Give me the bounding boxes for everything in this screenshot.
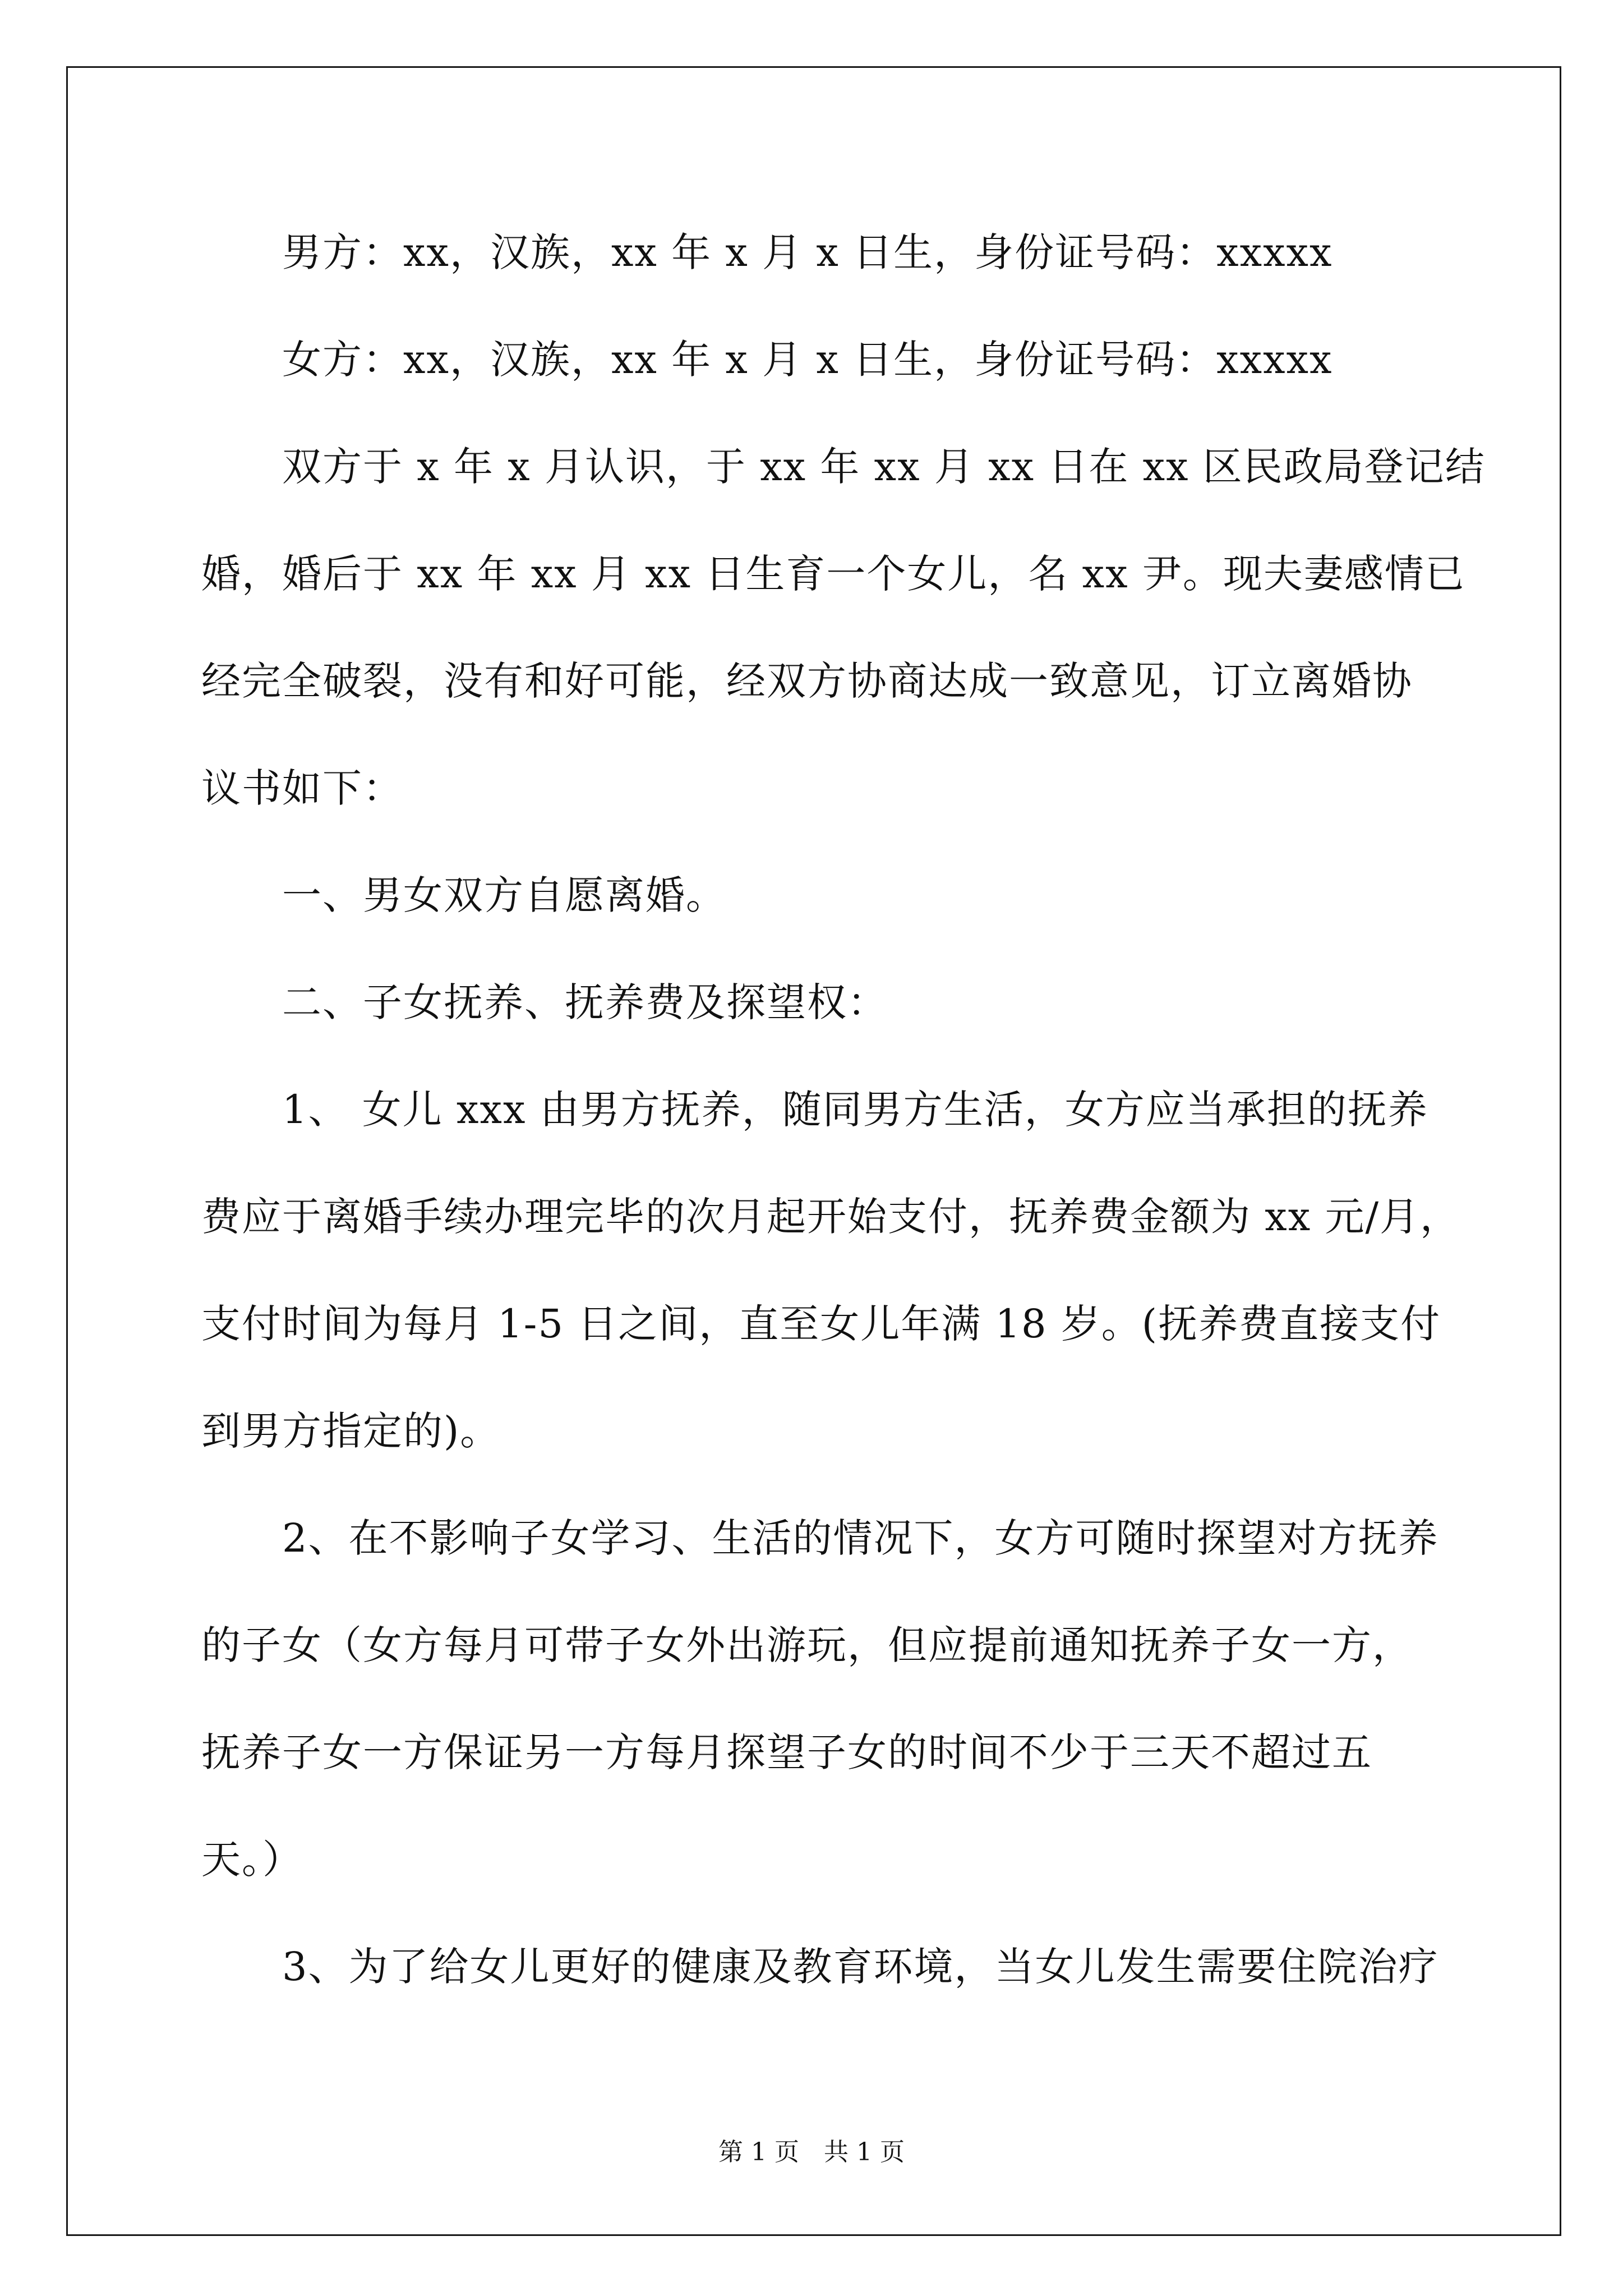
- paragraph-line: 天。）: [201, 1837, 303, 1883]
- paragraph-line: 经完全破裂，没有和好可能，经双方协商达成一致意见，订立离婚协: [201, 658, 1413, 704]
- paragraph-man-info: [201, 199, 1536, 306]
- paragraph-line: 3、为了给女儿更好的健康及教育环境，当女儿发生需要住院治疗: [282, 1944, 1439, 1990]
- paragraph-line: 支付时间为每月 1-5 日之间，直至女儿年满 18 岁。(抚养费直接支付: [201, 1301, 1441, 1347]
- paragraph-line: 抚养子女一方保证另一方每月探望子女的时间不少于三天不超过五: [201, 1729, 1372, 1775]
- paragraph-woman-info: [201, 306, 1536, 413]
- clause-one: [201, 842, 1536, 949]
- clause-two-item-3: [201, 1913, 1536, 2021]
- paragraph-line: 2、在不影响子女学习、生活的情况下，女方可随时探望对方抚养: [282, 1515, 1439, 1561]
- paragraph-line: 男方：xx，汉族，xx 年 x 月 x 日生，身份证号码：xxxxx: [282, 229, 1333, 275]
- paragraph-line: 1、 女儿 xxx 由男方抚养，随同男方生活，女方应当承担的抚养: [282, 1087, 1428, 1133]
- paragraph-background: [201, 413, 1536, 842]
- paragraph-line: 女方：xx，汉族，xx 年 x 月 x 日生，身份证号码：xxxxx: [282, 337, 1333, 383]
- page-footer: 第 1 页 共 1 页: [718, 2138, 905, 2166]
- clause-two-item-1: [201, 1056, 1536, 1485]
- paragraph-line: 婚，婚后于 xx 年 xx 月 xx 日生育一个女儿，名 xx 尹。现夫妻感情已: [201, 551, 1465, 597]
- clause-two-item-2: [201, 1485, 1536, 1913]
- section-heading: 一、男女双方自愿离婚。: [282, 872, 726, 918]
- paragraph-line: 议书如下：: [201, 765, 403, 811]
- section-heading: 二、子女抚养、抚养费及探望权：: [282, 979, 888, 1025]
- paragraph-line: 双方于 x 年 x 月认识，于 xx 年 xx 月 xx 日在 xx 区民政局登记结: [282, 444, 1486, 490]
- agreement-body: [201, 199, 1536, 2021]
- paragraph-line: 费应于离婚手续办理完毕的次月起开始支付，抚养费金额为 xx 元/月，: [201, 1194, 1461, 1240]
- paragraph-line: 到男方指定的)。: [201, 1408, 501, 1454]
- clause-two: [201, 949, 1536, 1056]
- paragraph-line: 的子女（女方每月可带子女外出游玩，但应提前通知抚养子女一方，: [201, 1622, 1413, 1668]
